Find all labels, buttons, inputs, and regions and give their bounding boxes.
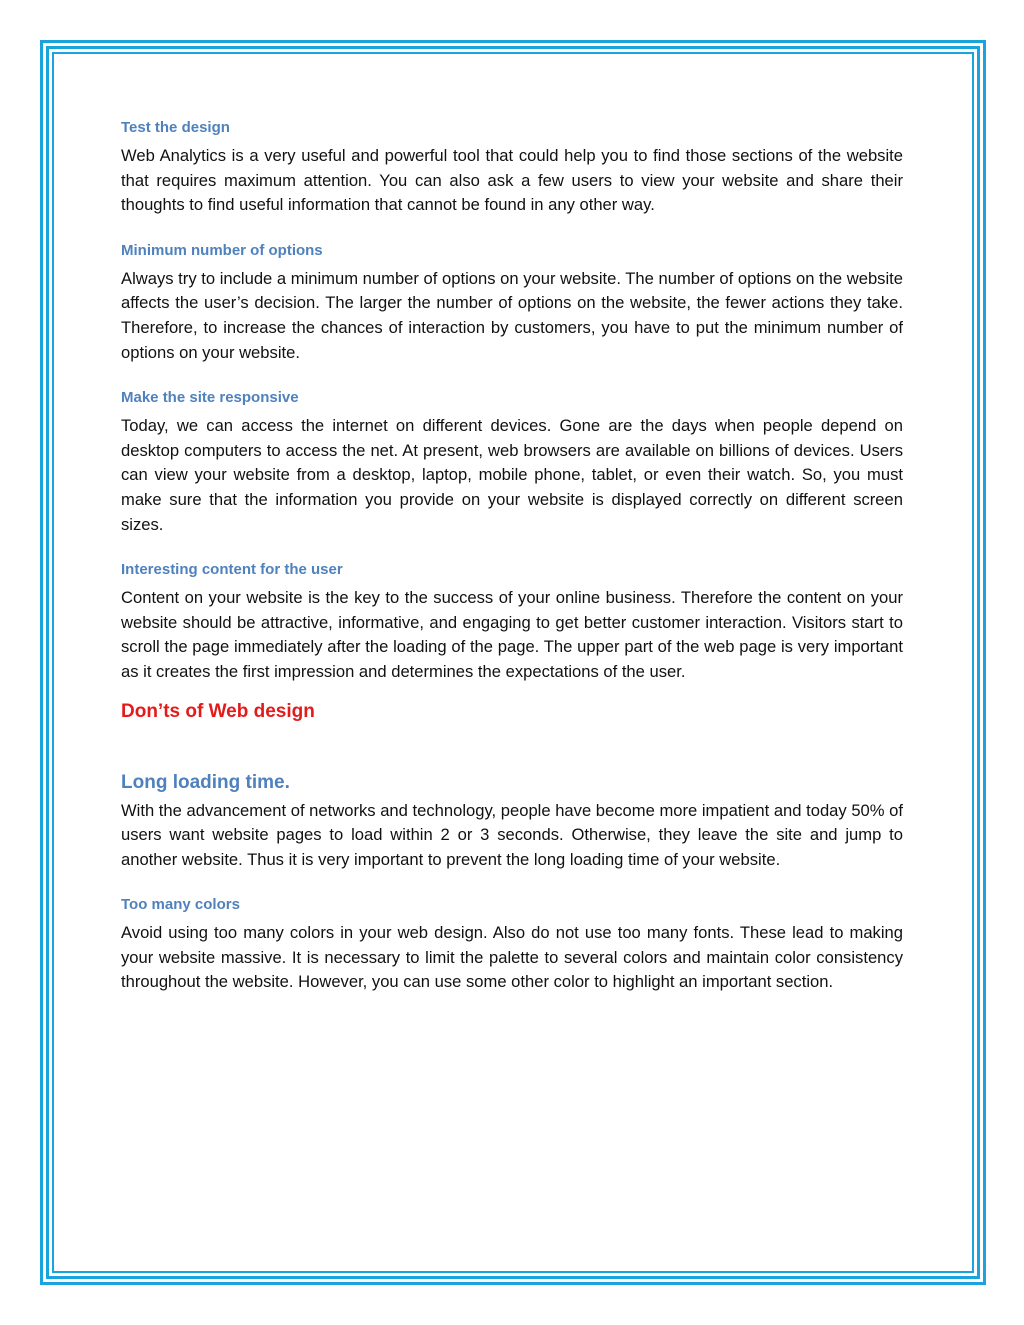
section-heading: Too many colors — [121, 896, 240, 914]
donts-heading: Don’ts of Web design — [121, 700, 315, 722]
section-paragraph: Avoid using too many colors in your web design. Also do not use too many fonts. These lead to making your website massive. It is necessary to limit the palette to several colors and maintain color consistency throughout the website. However, you can use some other color to highlight an important section. — [121, 923, 903, 992]
section-interesting-content — [121, 560, 903, 684]
section-long-loading — [121, 770, 903, 873]
section-heading: Interesting content for the user — [121, 561, 343, 579]
section-paragraph: Today, we can access the internet on different devices. Gone are the days when people depend on desktop computers to access the net. At present, web browsers are available on billions of devices. Users can view your website from a desktop, laptop, mobile phone, tablet, or even their watch. So, you must make sure that the information you provide on your website is displayed correctly on different screen sizes. — [121, 416, 903, 534]
section-paragraph: Always try to include a minimum number of options on your website. The number of options on the website affects the user’s decision. The larger the number of options on the website, the fewer actions they take. Therefore, to increase the chances of interaction by customers, you have to put the minimum number of options on your website. — [121, 268, 903, 362]
section-test-the-design — [121, 118, 903, 218]
section-paragraph: Content on your website is the key to the success of your online business. Therefore the content on your website should be attractive, informative, and engaging to get better customer interaction. Visitors start to scroll the page immediately after the loading of the page. The upper part of the web page is very important as it creates the first impression and determines the expectations of the user. — [121, 588, 903, 681]
section-heading: Make the site responsive — [121, 389, 299, 407]
section-too-many-colors — [121, 895, 903, 995]
section-heading: Long loading time. — [121, 771, 290, 793]
document-content — [121, 118, 903, 1018]
section-paragraph: Web Analytics is a very useful and powerful tool that could help you to find those sections of the website that requires maximum attention. You can also ask a few users to view your website and share their thoughts to find useful information that cannot be found in any other way. — [121, 146, 903, 215]
section-paragraph: With the advancement of networks and technology, people have become more impatient and today 50% of users want website pages to load within 2 or 3 seconds. Otherwise, they leave the site and jump to another website. Thus it is very important to prevent the long loading time of your website. — [121, 800, 903, 869]
section-heading: Test the design — [121, 119, 230, 136]
section-responsive — [121, 388, 903, 537]
section-heading: Minimum number of options — [121, 241, 323, 259]
section-minimum-options — [121, 241, 903, 365]
